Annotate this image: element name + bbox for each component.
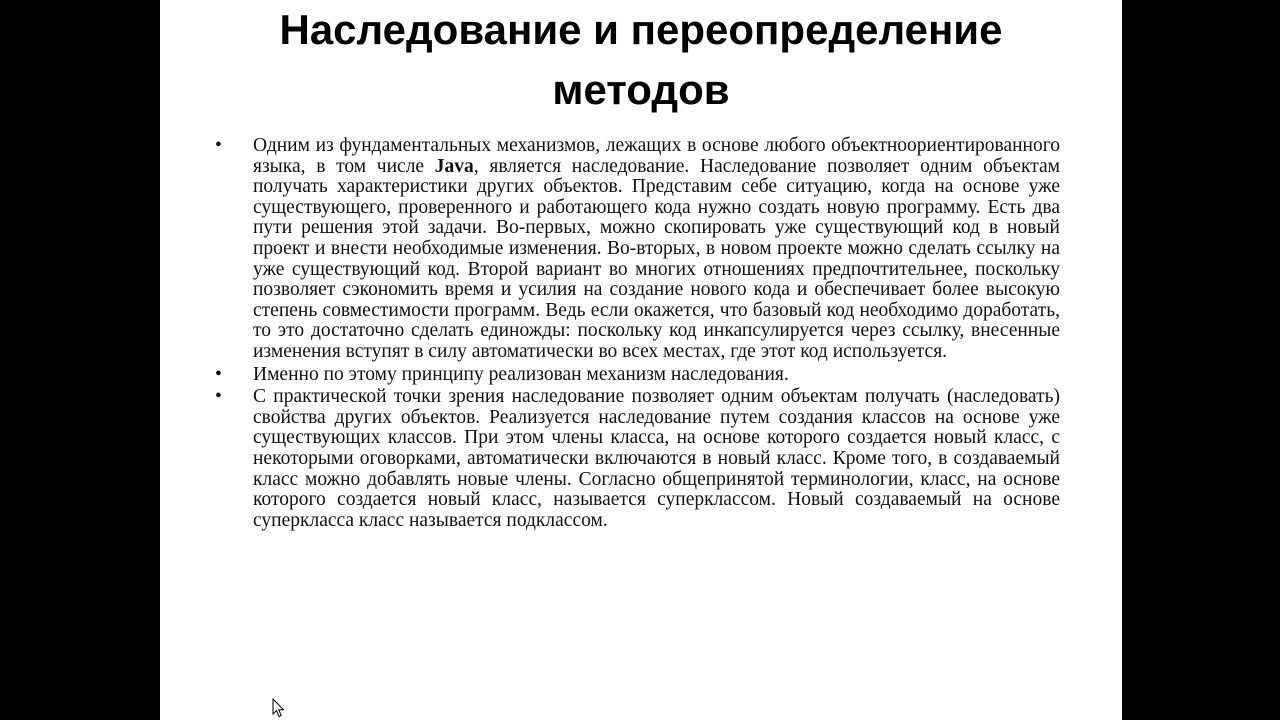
bullet-marker: • (215, 363, 222, 385)
bullet-text: С практической точки зрения наследование позволяет одним объектам получать (наследовать) свойства других объектов. Реализуется наследование путем создания классов на основе уже существующих классов. При этом члены класса, на основе которого создается новый класс, с некоторыми оговорками, автоматически включаются в новый класс. Кроме того, в создаваемый класс можно добавлять новые члены. Согласно общепринятой терминологии, класс, на основе которого создается новый класс, называется суперклассом. Новый создаваемый на основе суперкласса класс называется подклассом. (253, 386, 1060, 531)
bullet-item-inheritance-intro (215, 136, 1060, 363)
bullet-marker: • (215, 135, 222, 156)
slide-title (160, 0, 1122, 120)
bullet-list (215, 136, 1060, 533)
bullet-text-bold-java: Java (434, 155, 474, 177)
bullet-text: Именно по этому принципу реализован механизм наследования. (253, 363, 789, 385)
bullet-marker: • (215, 386, 222, 408)
slide-title-line-2: методов (552, 66, 730, 113)
slide-title-line-1: Наследование и переопределение (279, 6, 1003, 53)
mouse-cursor-icon (272, 698, 286, 718)
bullet-text-part: , является наследование. Наследование позволяет одним объектам получать характеристики других объектов. Представим себе ситуацию, когда на основе уже существующего, проверенного и работающего кода нужно создать новую программу. Есть два пути решения этой задачи. Во-первых, можно скопировать уже существующий код в новый проект и внести необходимые изменения. Во-вторых, в новом проекте можно сделать ссылку на уже существующий код. Второй вариант во многих отношениях предпочтительнее, поскольку позволяет сэкономить время и усилия на создание нового кода и обеспечивает более высокую степень совместимости программ. Ведь если окажется, что базовый код необходимо доработать, то это достаточно сделать единожды: поскольку код инкапсулируется через ссылку, внесенные изменения вступят в силу автоматически во всех местах, где этот код используется. (253, 155, 1060, 362)
slide (160, 0, 1122, 720)
bullet-text (253, 135, 1060, 362)
bullet-item-practical (215, 387, 1060, 531)
bullet-item-principle (215, 365, 1060, 386)
bullet-text-part: Одним из фундаментальных механизмов, лежащих в основе любого объектноориентированного языка, в том числе (253, 135, 1060, 177)
